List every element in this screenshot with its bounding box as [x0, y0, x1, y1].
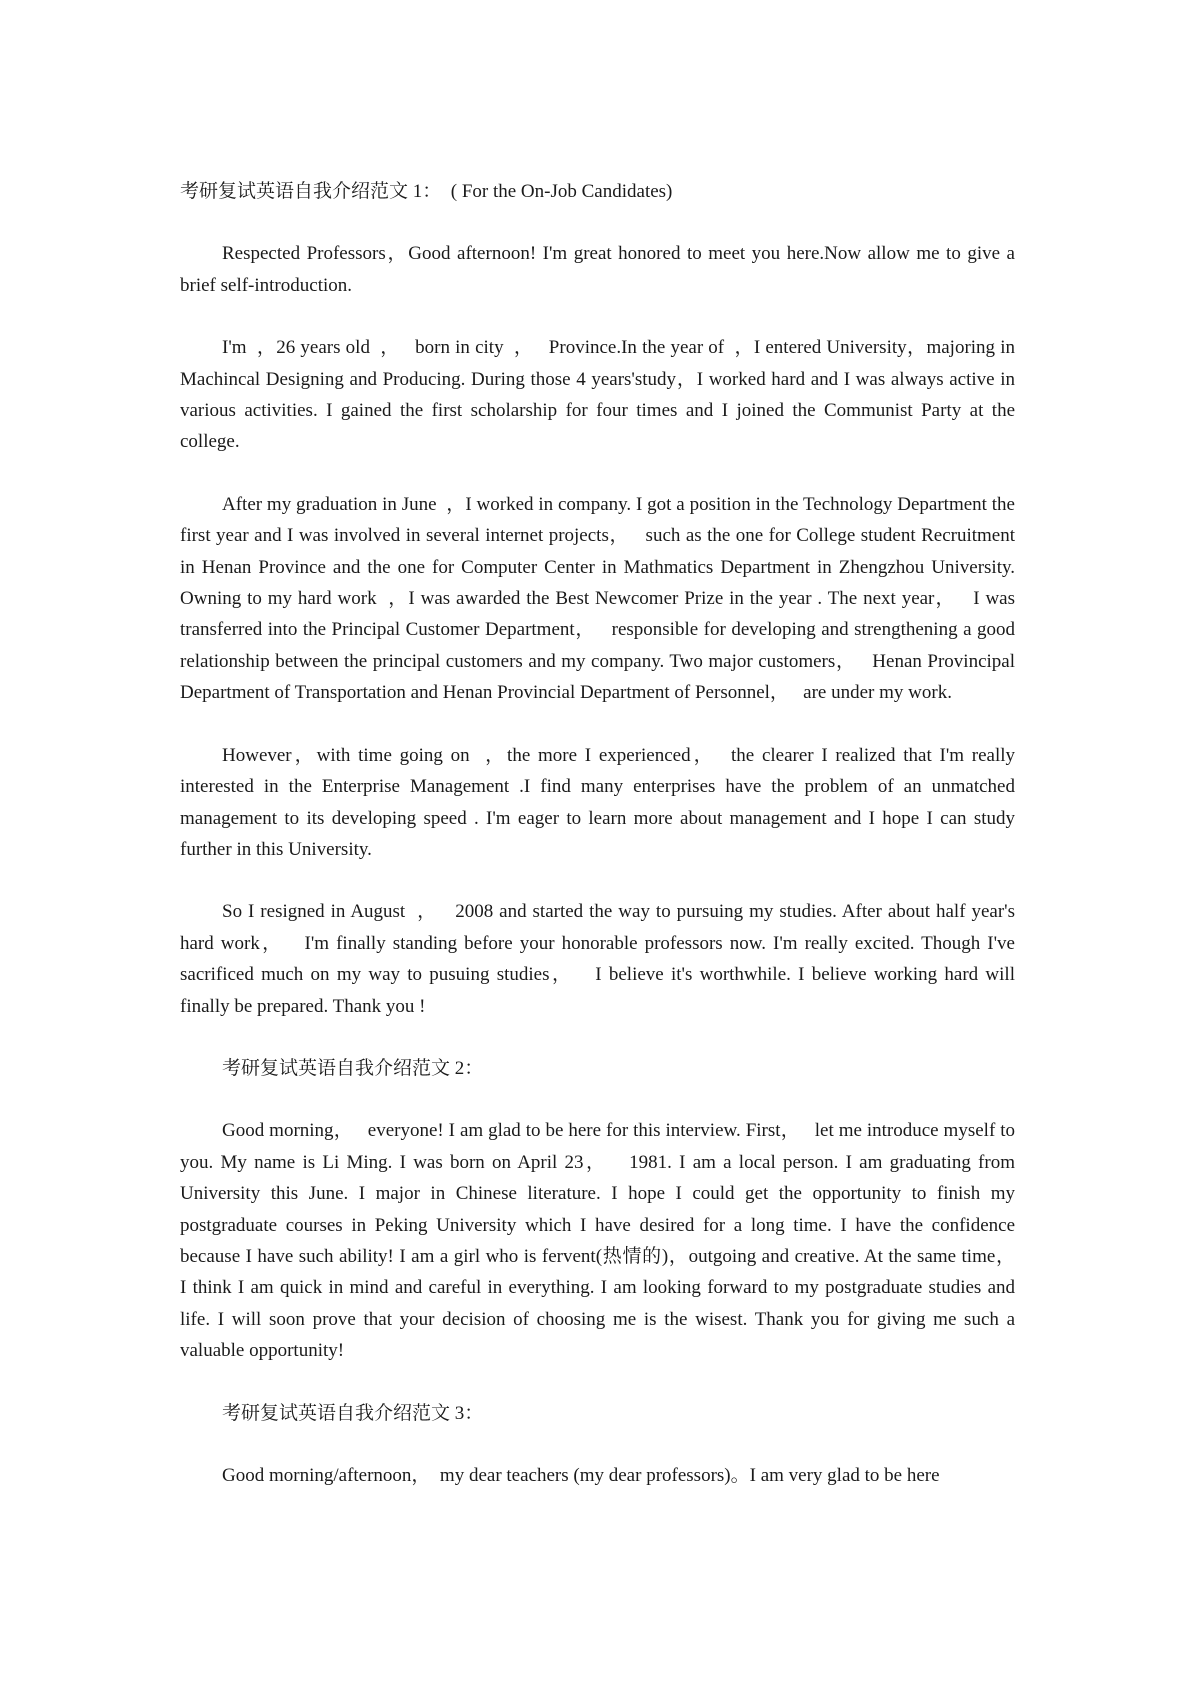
paragraph: I'm ，26 years old ， born in city ， Province.In the year of ，I entered University，majoring in Machincal Designing and Producing. During those 4 years'study，I worked hard and I was always active in various activities. I gained the first scholarship for four times and I joined the Communist Party at the college.	[180, 337, 1020, 453]
paragraph: Respected Professors，Good afternoon! I'm great honored to meet you here.Now allow me to give a brief self-introduction.	[180, 243, 1020, 296]
section-2	[180, 1053, 1030, 1367]
paragraph: So I resigned in August ， 2008 and started the way to pursuing my studies. After about half year's hard work， I'm finally standing before your honorable professors now. I'm really excited. Though I've sacrificed much on my way to pusuing studies， I believe it's worthwhile. I believe working hard will finally be prepared. Thank you !	[180, 901, 1020, 1017]
paragraph: However，with time going on ，the more I experienced， the clearer I realized that I'm really interested in the Enterprise Management .I find many enterprises have the problem of an unmatched management to its developing speed . I'm eager to learn more about management and I hope I can study further in this University.	[180, 744, 1020, 860]
section-heading: 考研复试英语自我介绍范文 1： ( For the On-Job Candidates)	[180, 181, 673, 202]
document-page	[180, 176, 1030, 1491]
section-1	[180, 176, 1020, 1022]
section-3	[180, 1398, 1015, 1492]
paragraph: Good morning/afternoon， my dear teachers (my dear professors)。I am very glad to be here	[222, 1465, 940, 1486]
paragraph: Good morning， everyone! I am glad to be here for this interview. First， let me introduce myself to you. My name is Li Ming. I was born on April 23， 1981. I am a local person. I am graduating from University this June. I major in Chinese literature. I hope I could get the opportunity to finish my postgraduate courses in Peking University which I have desired for a long time. I have the confidence because I have such ability! I am a girl who is fervent(热情的)，outgoing and creative. At the same time， I think I am quick in mind and careful in everything. I am looking forward to my postgraduate studies and life. I will soon prove that your decision of choosing me is the wisest. Thank you for giving me such a valuable opportunity!	[180, 1120, 1030, 1362]
paragraph: After my graduation in June ，I worked in company. I got a position in the Technology Department the first year and I was involved in several internet projects， such as the one for College student Recruitment in Henan Province and the one for Computer Center in Mathmatics Department in Zhengzhou University. Owning to my hard work ，I was awarded the Best Newcomer Prize in the year . The next year， I was transferred into the Principal Customer Department， responsible for developing and strengthening a good relationship between the principal customers and my company. Two major customers， Henan Provincipal Department of Transportation and Henan Provincial Department of Personnel， are under my work.	[180, 493, 1020, 704]
section-heading: 考研复试英语自我介绍范文 3：	[222, 1402, 484, 1424]
section-heading: 考研复试英语自我介绍范文 2：	[222, 1057, 484, 1079]
